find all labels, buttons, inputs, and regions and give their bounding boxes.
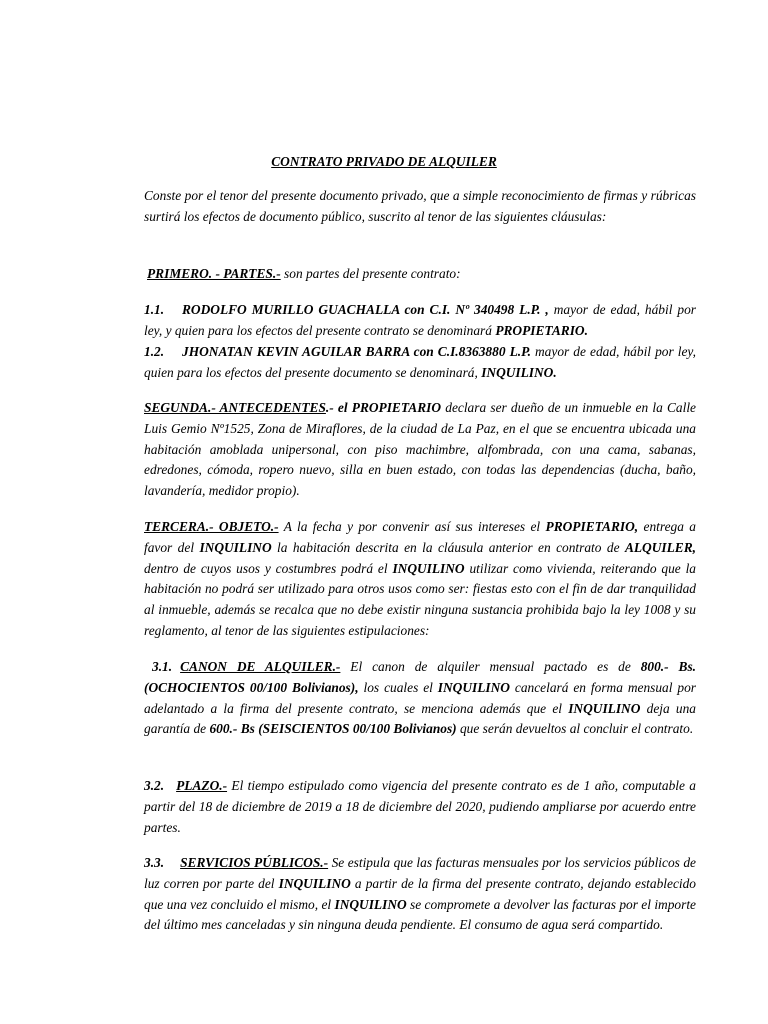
party-1 [144,300,696,342]
clause-servicios-text-3: se compromete a devolver las facturas por el importe del último mes canceladas y sin ninguna deuda pendiente. El consumo de agua será compartido. [144,896,696,933]
party-1-name: RODOLFO MURILLO GUACHALLA con C.I. Nº 340498 L.P. , [182,302,549,317]
clause-canon-text-2: los cuales el [358,679,438,695]
clause-servicios-bold-2: INQUILINO [334,896,407,912]
clause-canon-text-1: El canon de alquiler mensual pactado es de [340,659,641,674]
party-1-text: mayor de edad, hábil por ley, y quien para los efectos del presente contrato se denominará [144,302,697,338]
document-title: CONTRATO PRIVADO DE ALQUILER [271,154,497,169]
intro-paragraph [144,186,696,228]
clause-tercera [144,517,696,642]
party-2 [144,342,696,384]
party-2-name: JHONATAN KEVIN AGUILAR BARRA con C.I.8363880 L.P. [182,344,531,359]
clause-canon-text-4: deja una garantía de [144,700,696,737]
clause-servicios-bold-1: INQUILINO [278,875,351,891]
clause-servicios-text-1: Se estipula que las facturas mensuales por los servicios públicos de luz corren por parte del [144,855,696,891]
clause-primero [147,264,699,285]
clause-servicios-text-2: a partir de la firma del presente contrato, dejando establecido que una vez concluido el mismo, el [144,875,697,912]
clause-tercera-bold-2: INQUILINO [199,539,272,555]
clause-tercera-bold-3: ALQUILER, [624,539,696,555]
clause-tercera-text-4: dentro de cuyos usos y costumbres podrá el [144,560,393,576]
intro-text: Conste por el tenor del presente documento privado, que a simple reconocimiento de firmas y rúbricas surtirá los efectos de documento público, suscrito al tenor de las siguientes cláusulas: [144,188,696,224]
clause-tercera-heading: TERCERA.- OBJETO.- [144,519,279,534]
clause-tercera-text-1: A la fecha y por convenir así sus intereses el [278,519,546,534]
clause-segunda-text: declara ser dueño de un inmueble en la Calle Luis Gemio Nº1525, Zona de Miraflores, de la ciudad de La Paz, en el que se encuentra ubicada una habitación amoblada unipersonal, con piso machimbre, alfombrada, con una cama, sabanas, edredones, cómoda, ropero nuevo, silla en buen estado, con todas las dependencias (ducha, baño, lavandería, medidor propio). [144,400,696,499]
clause-canon-text-5: que serán devueltos al concluir el contrato. [456,721,694,737]
party-2-number: 1.2. [144,344,165,359]
clause-plazo-number: 3.2. [144,778,165,793]
clause-servicios [144,853,696,936]
party-1-number: 1.1. [144,302,165,317]
clause-plazo-text: El tiempo estipulado como vigencia del presente contrato es de 1 año, computable a partir del 18 de diciembre de 2019 a 18 de diciembre del 2020, pudiendo ampliarse por acuerdo entre partes. [144,778,696,835]
clause-canon-bold-4: 600.- Bs (SEISCIENTOS 00/100 Bolivianos) [209,721,457,737]
clause-tercera-bold-1: PROPIETARIO, [545,519,639,534]
clause-primero-heading: PRIMERO. - PARTES.- [147,266,281,281]
clause-plazo [144,776,696,838]
clause-canon-text-3: cancelará en forma mensual por adelantado a la firma del presente contrato, se menciona además que el [144,679,696,716]
clause-tercera-text-5: utilizar como vivienda, reiterando que la habitación no podrá ser utilizado para otros usos como ser: fiestas esto con el fin de dar tranquilidad al inmueble, además se recalca que no debe existir ninguna sustancia prohibida bajo la ley 1008 y su reglamento, al tenor de las siguientes estipulaciones: [144,560,696,638]
party-2-role: INQUILINO. [481,364,557,380]
clause-servicios-heading: SERVICIOS PÚBLICOS.- [180,855,329,870]
clause-canon-bold-1: 800.- Bs. (OCHOCIENTOS 00/100 Bolivianos), [144,659,697,695]
clause-canon-bold-2: INQUILINO [437,679,510,695]
clause-primero-text: son partes del presente contrato: [280,266,461,281]
party-1-role: PROPIETARIO. [495,322,588,338]
clause-segunda [144,398,696,502]
clause-canon [144,657,696,740]
clause-tercera-text-3: la habitación descrita en la cláusula anterior en contrato de [271,539,625,555]
clause-canon-bold-3: INQUILINO [568,700,641,716]
clause-canon-heading: CANON DE ALQUILER.- [180,659,341,674]
clause-tercera-text-2: entrega a favor del [144,519,696,555]
clause-servicios-number: 3.3. [144,855,165,870]
party-2-text: mayor de edad, hábil por ley, quien para los efectos del presente documento se denominará, [144,344,696,380]
clause-segunda-heading: SEGUNDA.- ANTECEDENTES [144,400,326,415]
clause-tercera-bold-4: INQUILINO [392,560,465,576]
clause-segunda-lead: .- el PROPIETARIO [325,400,442,415]
clause-plazo-heading: PLAZO.- [176,778,228,793]
clause-canon-number: 3.1. [152,659,173,674]
